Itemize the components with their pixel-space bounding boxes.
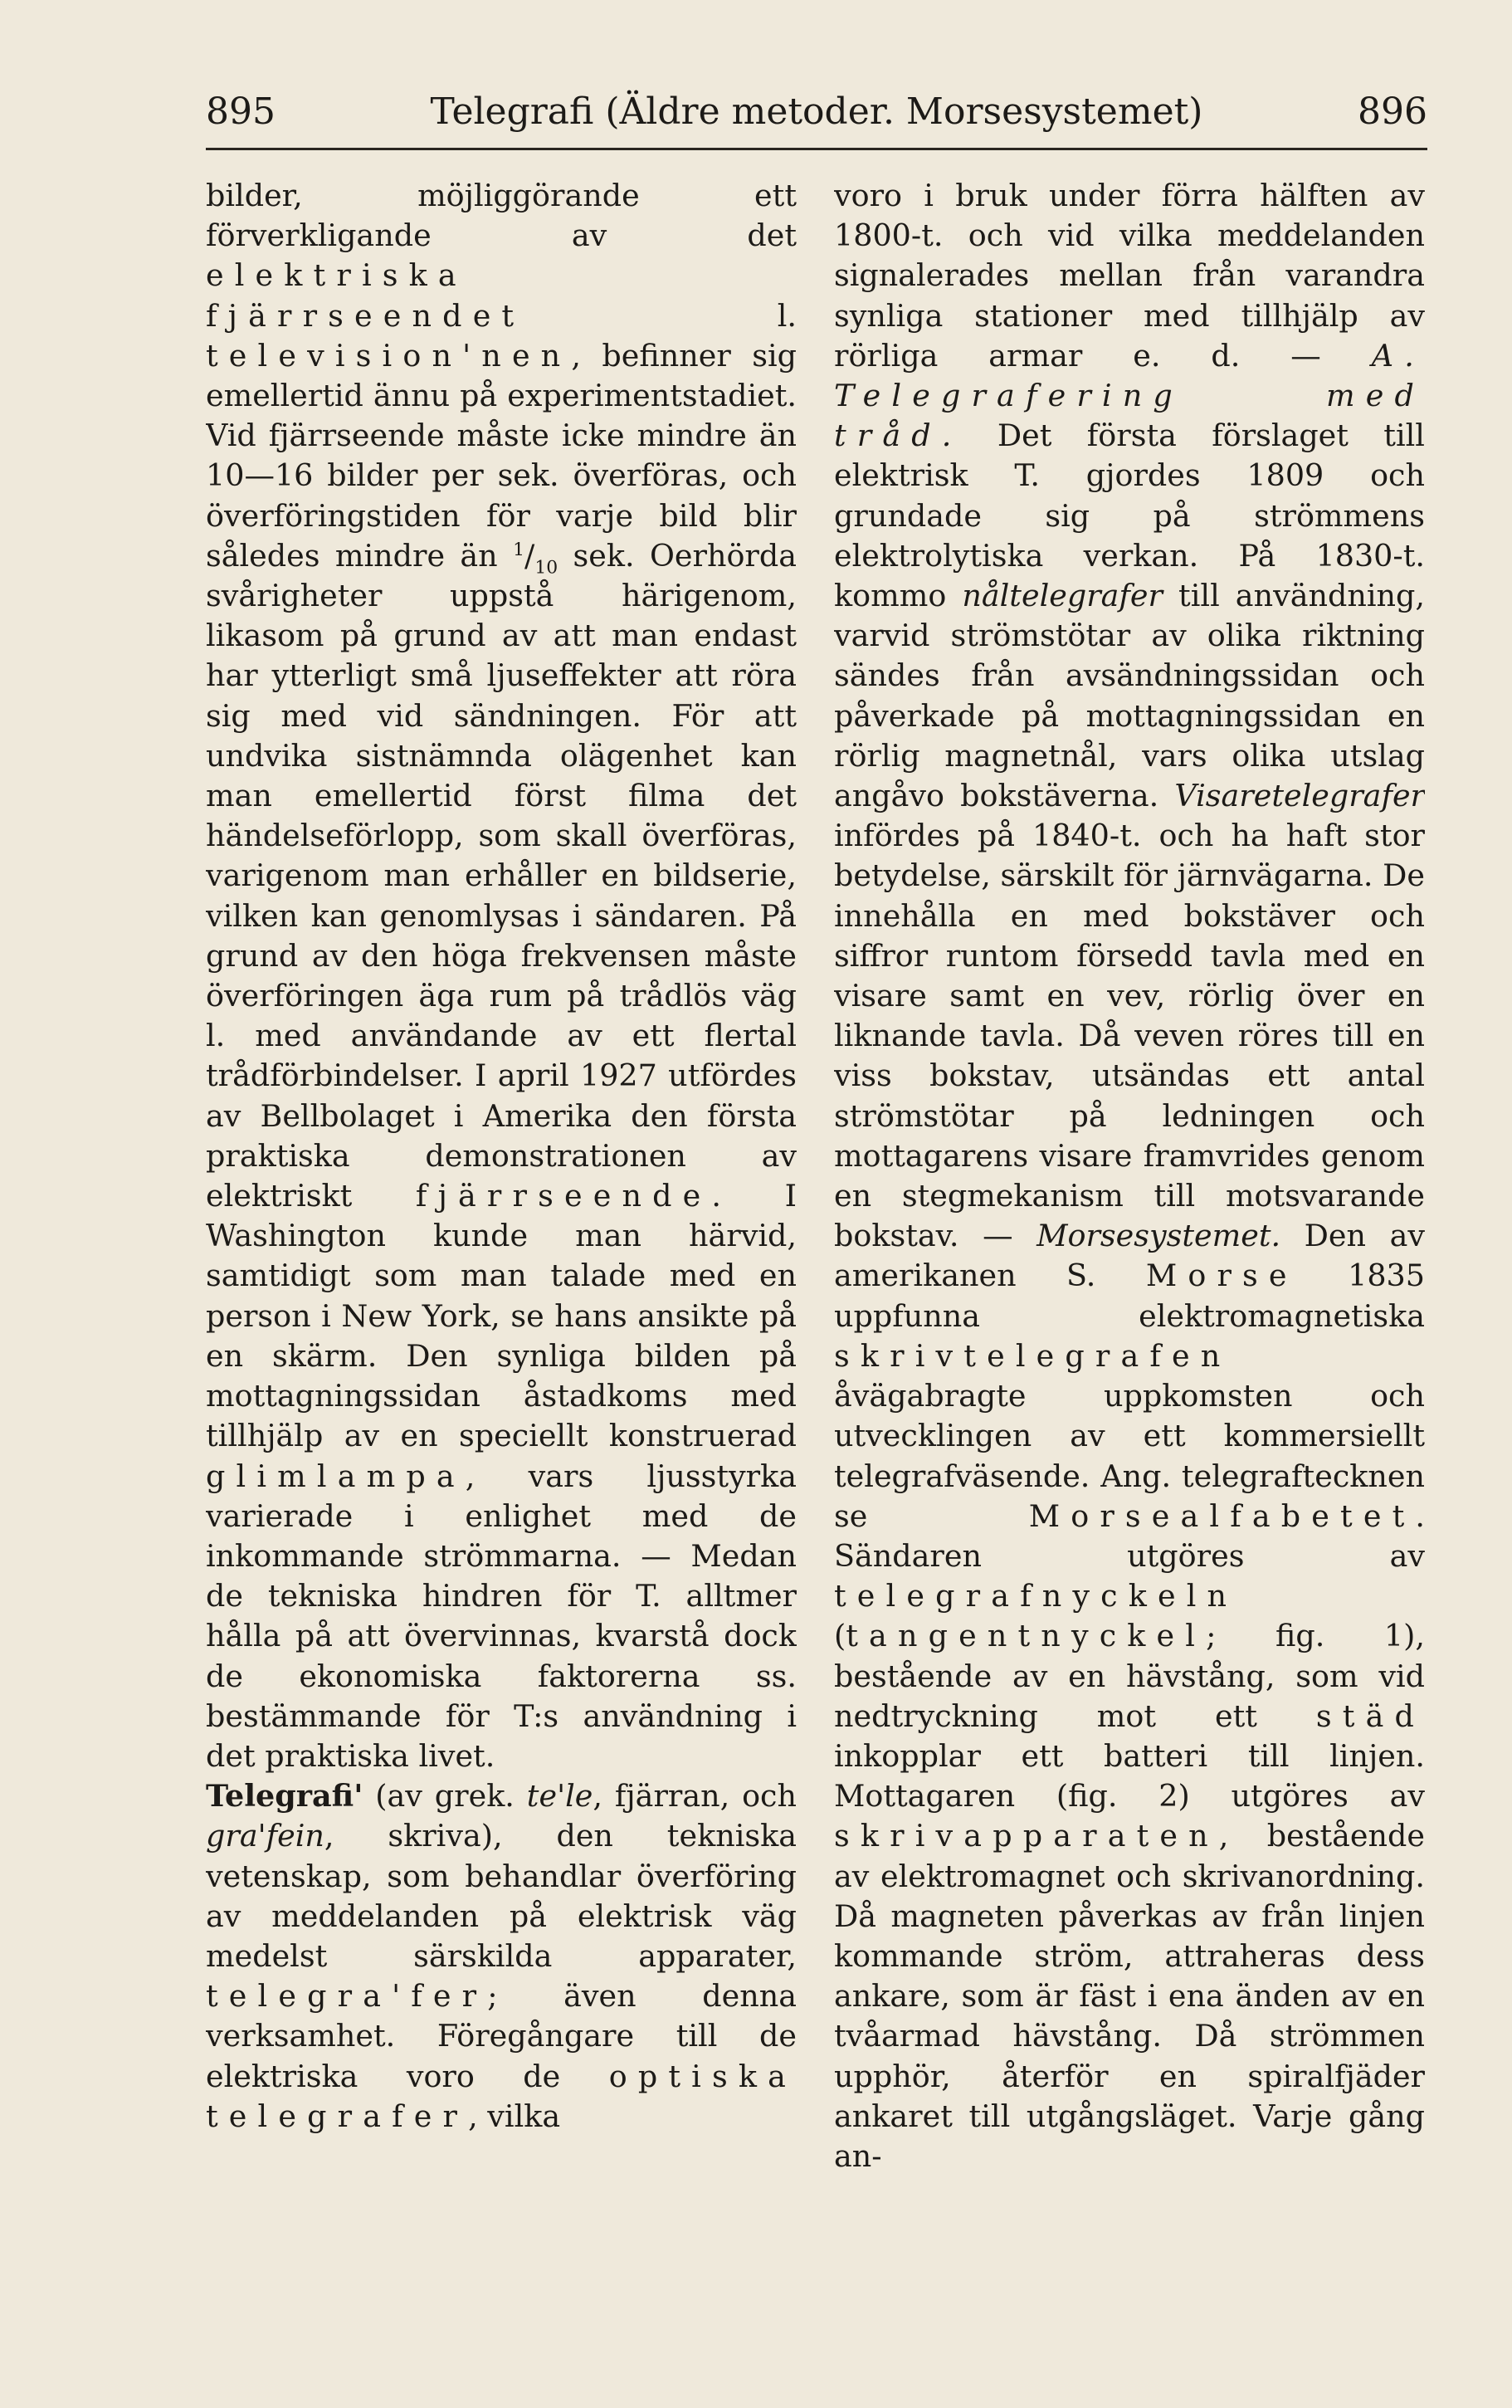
spaced-term: optiska telegrafer	[206, 2058, 797, 2134]
spaced-term: elektriska fjärrseendet	[206, 257, 525, 334]
italic-term: nåltelegrafer	[962, 578, 1163, 614]
column-right	[834, 176, 1425, 2351]
text-run: (	[834, 1618, 846, 1654]
text-run: ; fig. 1), bestående av en hävstång, som vid nedtryckning mot ett	[834, 1618, 1425, 1734]
page-header	[206, 83, 1427, 141]
spaced-term: skrivtelegrafen	[834, 1337, 1232, 1374]
text-run: . I Washington kunde man härvid, samtidigt som man talade med en person i New York, se hans ansikte på en skärm. Den synliga bilden på mottagningssidan åstadkoms med tillhjälp av en speciellt konstruerad	[206, 1178, 797, 1454]
page-number-right: 896	[1358, 90, 1427, 133]
header-rule	[206, 148, 1427, 150]
text-run: infördes på 1840-t. och ha haft stor betydelse, särskilt för järnvägarna. De innehålla en med bokstäver och siffror runtom försedd tavla med en visare samt en vev, rörlig över en liknande tavla. Då veven röres till en viss bokstav, utsändas ett antal strömstötar på ledningen och mottagarens visare framvrides genom en stegmekanism till motsvarande bokstav. —	[834, 818, 1425, 1254]
column-left: bilder, möjliggörande ett förverkligande av det elektriska fjärrseendet l. television'nen, befinner sig emellertid ännu på experimentstadiet. Vid fjärrseende måste icke mindre än 10—16 bilder per sek. överföras, och överföringstiden för varje bild blir således mindre än $^1/_{10}$ sek. Oerhörda svårigheter uppstå härigenom, likasom på grund av att man endast har ytterligt små ljuseffekter att röra sig med vid sändningen. För att undvika sistnämnda olägenhet kan man emellertid först filma det händelseförlopp, som skall överföras, varigenom man erhåller en bildserie, vilken kan genomlysas i sändaren. På grund av den höga frekvensen måste överföringen äga rum på trådlös väg l. med användande av ett flertal trådförbindelser. I april 1927 utfördes av Bellbolaget i Amerika den första praktiska demonstrationen av elektriskt fjärrseende. I Washington kunde man härvid, samtidigt som man talade med en person i New York, se hans ansikte på en skärm. Den synliga bilden på mottagningssidan åstadkoms med tillhjälp av en speciellt konstruerad glimlampa, vars ljusstyrka varierade i enlighet med de inkommande strömmarna. — Medan de tekniska hindren för T. alltmer hålla på att övervinnas, kvarstå dock de ekonomiska faktorerna ss. bestämmande för T:s användning i det praktiska livet. Telegrafi' (av grek. te'le, fjärran, och gra'fein, skriva), den tekniska vetenskap, som behandlar överföring av meddelanden på elektrisk väg medelst särskilda apparater, telegra'fer; även denna verksamhet. Föregångare till de elektriska voro de optiska telegrafer, vilka	[206, 178, 797, 2134]
spaced-term: skrivapparaten	[834, 1818, 1219, 1854]
text-run: ; även denna verksamhet. Föregångare till de elektriska voro de	[206, 1978, 797, 2094]
text-run: , fjärran, och	[593, 1778, 797, 1815]
text-run: . Sändaren utgöres av	[834, 1497, 1425, 1574]
italic-term: te'le	[526, 1778, 593, 1815]
section-heading: A. Telegrafering med tråd.	[834, 337, 1425, 454]
text-run: bilder, möjliggörande ett förverkligande av det	[206, 178, 797, 254]
fraction-denominator: 10	[534, 557, 558, 579]
spaced-term: telegrafnyckeln	[834, 1578, 1238, 1614]
text-run: voro i bruk under förra hälften av 1800-t. och vid vilka meddelanden signalerades mellan från varandra synliga stationer med tillhjälp av rörliga armar e. d. —	[834, 178, 1425, 374]
spaced-term: Morsealfabetet	[1028, 1497, 1416, 1534]
text-run: (av grek.	[363, 1778, 527, 1815]
spaced-term: telegra'fer	[206, 1978, 488, 2015]
spaced-term: television'nen	[206, 337, 572, 374]
section-heading: Morsesystemet.	[1036, 1218, 1281, 1254]
spaced-term: Morse	[1145, 1258, 1298, 1294]
fraction-numerator: 1	[513, 539, 524, 560]
text-run: sek. Oerhörda svårigheter uppstå härigenom, likasom på grund av att man endast har ytterligt små ljuseffekter att röra sig med vid sändningen. För att undvika sistnämnda olägenhet kan man emellertid först filma det händelseförlopp, som skall överföras, varigenom man erhåller en bildserie, vilken kan genomlysas i sändaren. På grund av den höga frekvensen måste överföringen äga rum på trådlös väg l. med användande av ett flertal trådförbindelser. I april 1927 utfördes av Bellbolaget i Amerika den första praktiska demonstrationen av elektriskt	[206, 537, 797, 1214]
text-run: , befinner sig emellertid ännu på experimentstadiet. Vid fjärrseende måste icke mindre än 10—16 bilder per sek. överföras, och överföringstiden för varje bild blir således mindre än	[206, 337, 797, 574]
text-run: 1835 uppfunna elektromagnetiska	[834, 1258, 1425, 1334]
italic-term: gra'fein	[206, 1818, 324, 1854]
text-run: , vilka	[468, 2098, 561, 2134]
text-run: l.	[524, 297, 797, 334]
text-run: , vars ljusstyrka varierade i enlighet med de inkommande strömmarna. — Medan de tekniska hindren för T. alltmer hålla på att övervinnas, kvarstå dock de ekonomiska faktorerna ss. bestämmande för T:s användning i det praktiska livet.	[206, 1458, 797, 1774]
page-number-left: 895	[206, 90, 276, 133]
text-run: till användning, varvid strömstötar av olika riktning sändes från avsändningssidan och påverkade på mottagningssidan en rörlig magnetnål, vars olika utslag angåvo bokstäverna.	[834, 578, 1425, 814]
spaced-term: städ	[1315, 1697, 1425, 1734]
text-run: Det första förslaget till elektrisk T. gjordes 1809 och grundade sig på strömmens elektrolytiska verkan. På 1830-t. kommo	[834, 418, 1425, 614]
spaced-term: fjärrseende	[415, 1178, 712, 1214]
italic-term: Visaretelegrafer	[1174, 778, 1425, 814]
text-run: , skriva), den tekniska vetenskap, som behandlar överföring av meddelanden på elektrisk väg medelst särskilda apparater,	[206, 1818, 797, 1974]
running-title: Telegrafi (Äldre metoder. Morsesystemet)	[430, 90, 1203, 133]
entry-headword: Telegrafi'	[206, 1778, 363, 1815]
spaced-term: tangentnyckel	[846, 1618, 1207, 1654]
text-run: , bestående av elektromagnet och skrivanordning. Då magneten påverkas av från linjen kommande ström, attraheras dess ankare, som är fäst i ena änden av en tvåarmad hävstång. Då strömmen upphör, återför en spiralfjäder ankaret till utgångsläget. Varje gång an-	[834, 1818, 1425, 2174]
text-run: inkopplar ett batteri till linjen. Mottagaren (fig. 2) utgöres av	[834, 1737, 1425, 1815]
text-run: Den av amerikanen S.	[834, 1218, 1425, 1294]
text-run: åvägabragte uppkomsten och utvecklingen av ett kommersiellt telegrafväsende. Ang. telegraftecknen se	[834, 1378, 1425, 1534]
spaced-term: glimlampa	[206, 1458, 466, 1494]
